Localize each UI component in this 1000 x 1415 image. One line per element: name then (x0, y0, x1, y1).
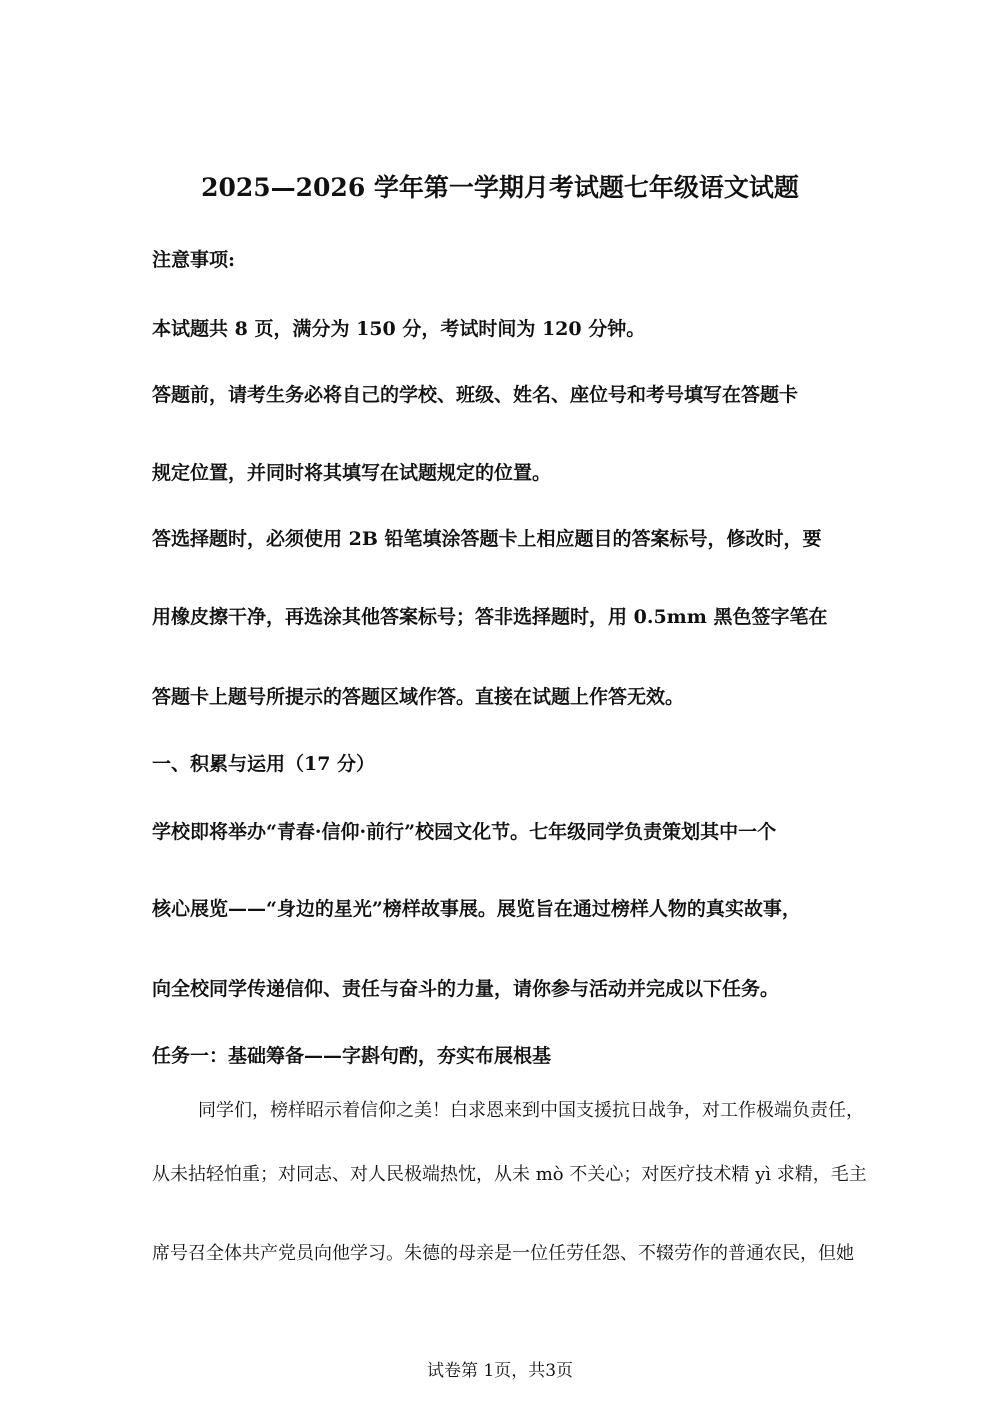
passage-line: 席号召全体共产党员向他学习。朱德的母亲是一位任劳任怨、不辍劳作的普通农民，但她 (152, 1243, 854, 1264)
notice-line: 答题卡上题号所提示的答题区域作答。直接在试题上作答无效。 (152, 686, 685, 708)
notice-line: 答选择题时，必须使用 2B 铅笔填涂答题卡上相应题目的答案标号，修改时，要 (152, 528, 822, 550)
intro-line: 学校即将举办“青春·信仰·前行”校园文化节。七年级同学负责策划其中一个 (152, 821, 777, 843)
section-heading: 一、积累与运用（17 分） (152, 753, 376, 775)
notice-line: 用橡皮擦干净，再选涂其他答案标号；答非选择题时，用 0.5mm 黑色签字笔在 (152, 606, 828, 628)
passage-line: 从未拈轻怕重；对同志、对人民极端热忱，从未 mò 不关心；对医疗技术精 yì 求精，毛主 (152, 1164, 867, 1185)
notice-heading: 注意事项: (152, 249, 236, 271)
passage-line: 同学们，榜样昭示着信仰之美！白求恩来到中国支援抗日战争，对工作极端负责任， (198, 1100, 864, 1121)
task-heading: 任务一：基础筹备——字斟句酌，夯实布展根基 (152, 1045, 552, 1067)
page-footer: 试卷第 1页，共3页 (426, 1361, 574, 1381)
notice-line: 规定位置，并同时将其填写在试题规定的位置。 (152, 462, 552, 484)
page-title: 2025—2026 学年第一学期月考试题七年级语文试题 (201, 173, 799, 202)
notice-line: 本试题共 8 页，满分为 150 分，考试时间为 120 分钟。 (152, 318, 646, 340)
notice-line: 答题前，请考生务必将自己的学校、班级、姓名、座位号和考号填写在答题卡 (152, 384, 799, 406)
intro-line: 核心展览——“身边的星光”榜样故事展。展览旨在通过榜样人物的真实故事， (152, 898, 801, 920)
intro-line: 向全校同学传递信仰、责任与奋斗的力量，请你参与活动并完成以下任务。 (152, 978, 780, 1000)
